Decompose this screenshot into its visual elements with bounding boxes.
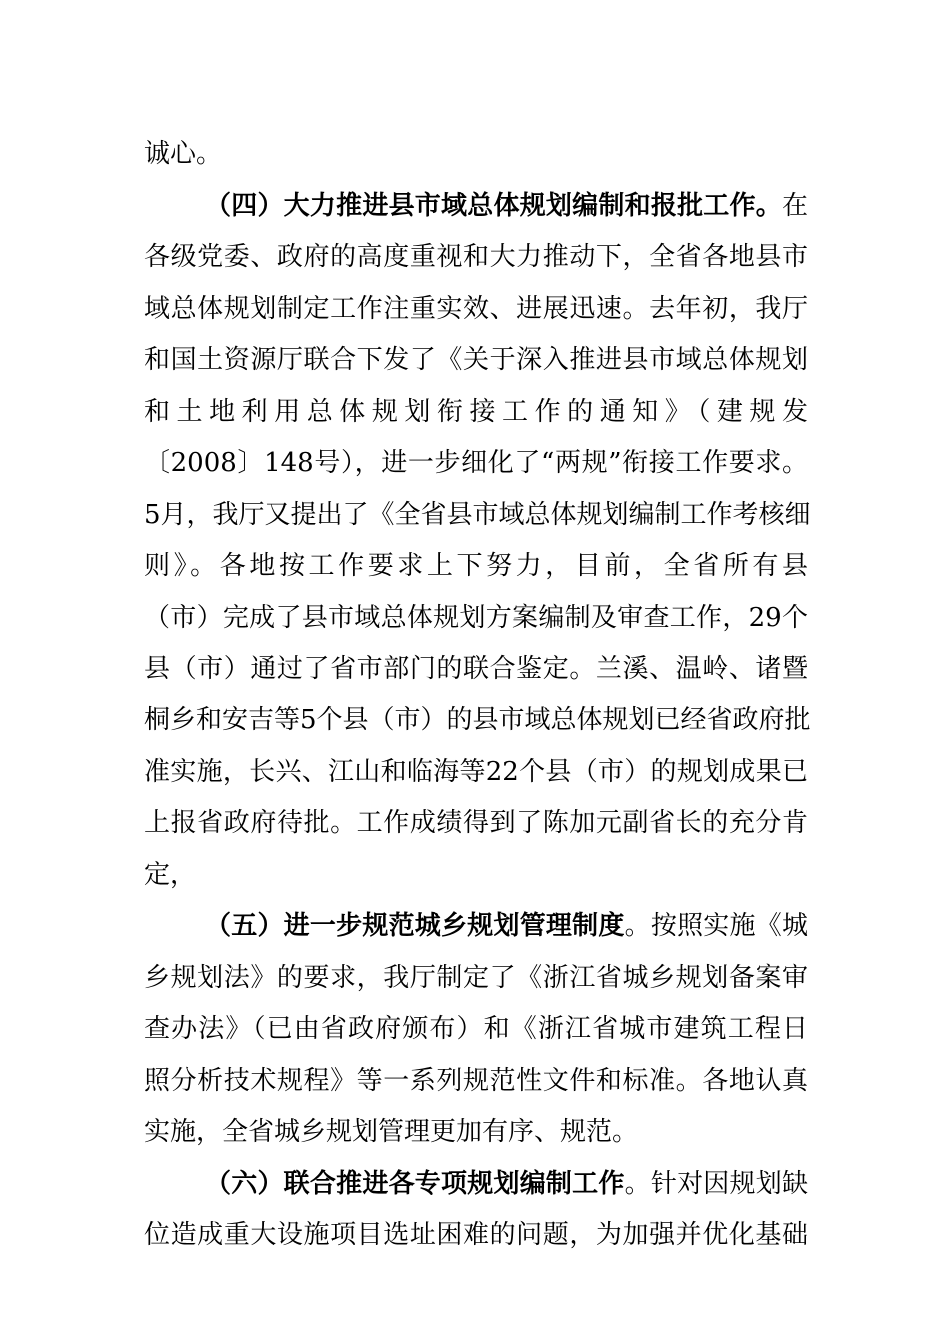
paragraph-line	[144, 649, 808, 689]
paragraph-line	[144, 855, 808, 895]
heading-text: （四）大力推进县市域总体规划编制和报批工作。	[205, 191, 782, 221]
line-text: 和土地利用总体规划衔接工作的通知》（建规发	[144, 397, 808, 427]
line-text: 则》。各地按工作要求上下努力，目前，全省所有县	[144, 551, 808, 581]
paragraph-line	[144, 495, 811, 535]
line-text: 位造成重大设施项目选址困难的问题，为加强并优化基础	[144, 1220, 808, 1250]
line-text: 桐乡和安吉等5个县（市）的县市域总体规划已经省政府批	[144, 705, 811, 735]
line-text: 上报省政府待批。工作成绩得到了陈加元副省长的充分肯	[144, 808, 808, 838]
paragraph-line	[144, 700, 811, 740]
line-text: 域总体规划制定工作注重实效、进展迅速。去年初，我厅	[144, 294, 808, 324]
line-text: 5月，我厅又提出了《全省县市域总体规划编制工作考核细	[144, 500, 811, 530]
paragraph-line	[144, 392, 808, 432]
line-text: 实施，全省城乡规划管理更加有序、规范。	[144, 1117, 639, 1147]
section-heading-5	[205, 906, 808, 946]
line-text: 诚心。	[144, 139, 223, 169]
line-text: 县（市）通过了省市部门的联合鉴定。兰溪、温岭、诸暨	[144, 654, 808, 684]
paragraph-line	[144, 1061, 808, 1101]
paragraph-line	[144, 546, 808, 586]
line-text: （市）完成了县市域总体规划方案编制及审查工作，29个	[144, 603, 808, 633]
paragraph-line	[144, 598, 808, 638]
paragraph-line	[144, 1215, 808, 1255]
paragraph-line	[144, 443, 808, 483]
paragraph-line	[144, 340, 808, 380]
line-text: 定，	[144, 860, 197, 890]
heading-text: （五）进一步规范城乡规划管理制度	[205, 911, 625, 941]
line-text: 照分析技术规程》等一系列规范性文件和标准。各地认真	[144, 1066, 808, 1096]
line-text: 查办法》（已由省政府颁布）和《浙江省城市建筑工程日	[144, 1014, 808, 1044]
heading-continuation: 。按照实施《城	[624, 911, 808, 941]
line-text: 准实施，长兴、江山和临海等22个县（市）的规划成果已	[144, 757, 808, 787]
paragraph-line	[144, 289, 808, 329]
paragraph-line	[144, 958, 808, 998]
paragraph-line	[144, 1112, 808, 1152]
line-text: 和国土资源厅联合下发了《关于深入推进县市域总体规划	[144, 345, 808, 375]
paragraph-line	[144, 1009, 808, 1049]
paragraph-line	[144, 803, 808, 843]
section-heading-4	[205, 186, 808, 226]
line-text: 各级党委、政府的高度重视和大力推动下，全省各地县市	[144, 242, 808, 272]
paragraph-line	[144, 134, 808, 174]
heading-continuation: 在	[781, 191, 808, 221]
line-text: 〔2008〕148号），进一步细化了“两规”衔接工作要求。	[144, 448, 808, 478]
paragraph-line	[144, 752, 808, 792]
paragraph-line	[144, 237, 808, 277]
section-heading-6	[205, 1164, 808, 1204]
line-text: 乡规划法》的要求，我厅制定了《浙江省城乡规划备案审	[144, 963, 808, 993]
heading-continuation: 。针对因规划缺	[624, 1169, 808, 1199]
heading-text: （六）联合推进各专项规划编制工作	[205, 1169, 625, 1199]
